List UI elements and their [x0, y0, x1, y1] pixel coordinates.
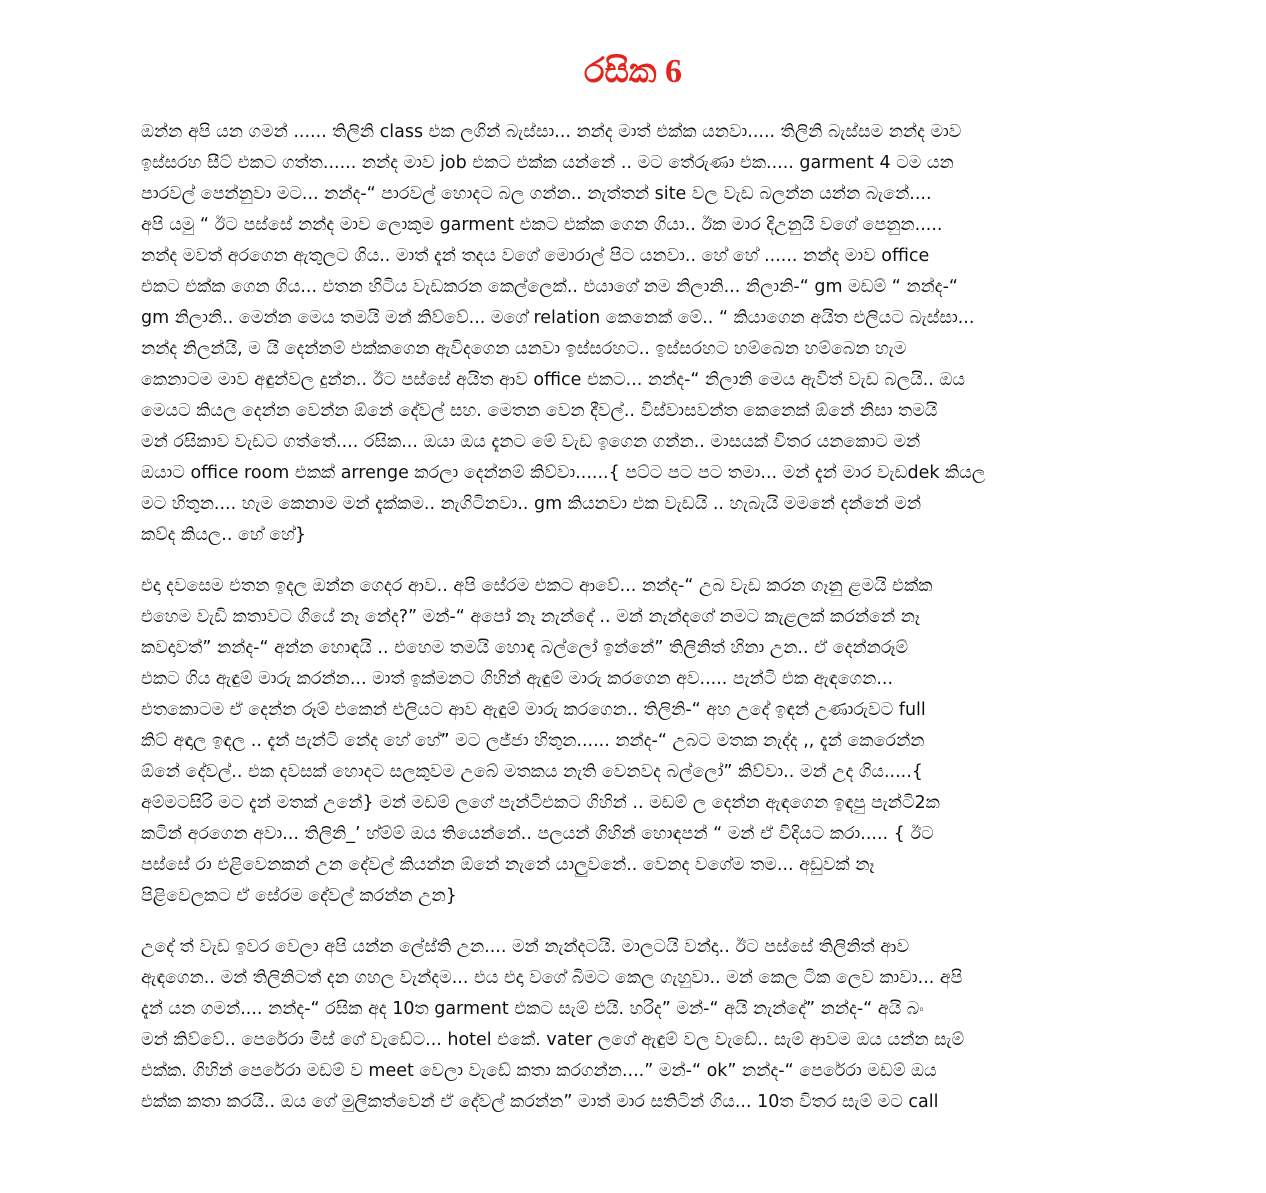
text-line: එක්ක කතා කරයි.. ඔය ගේ මුලිකත්වෙන් ඒ දේවල් කරන්න” මාත් මාර සතිටින් ගිය... 10ත විතර සැම් මට call — [141, 1092, 939, 1112]
text-line: ඔන්න අපි යන ගමන් ...... තිලිනි class එක ලගින් බැස්සා... නන්ද මාත් එක්ක යනවා..... තිලිනි බැස්සම නන්ද මාව — [141, 122, 962, 142]
text-line: මන් කිව්වේ.. පෙරේරා මිස් ගේ වැඩේට... hotel එකේ. vater ලගේ ඇඳුම් වල වැඩේ.. සැම් ආවම ඔය යන්න සැම් — [141, 1030, 965, 1050]
text-line: කිට් අඳාල ඉඳල .. දැන් පැන්ටි නේද හේ හේ” මට ලජ්ජා හිතුන...... නන්ද-“ උබට මතක නැද්ද ,, දැන් කෙරෙන්න — [141, 731, 925, 751]
text-line: ඉස්සරහ සීට් එකට ගත්ත...... නන්ද මාව job එකට එක්ක යන්නේ .. මට තේරුණා එක..... garment 4 ටම යන — [141, 153, 954, 173]
text-line: එතකොටම ඒ දෙන්න රූම් එකෙන් එලියට ආව ඇඳුම් මාරු කරගෙන.. තිලිනි-“ අහ උදේ ඉඳන් උණාරුවට full — [141, 700, 926, 720]
paragraph — [141, 932, 1131, 1118]
text-line: එකට එක්ක ගෙන ගිය... එතන හිටිය වැඩකරන කෙල්ලෙක්.. එයාගේ නම නිලානි... නිලානි-“ gm මඩම් “ නන්ද-“ — [141, 277, 958, 297]
text-line: කව්ද කියල.. හේ හේ} — [141, 525, 307, 545]
text-line: දැන් යන ගමන්.... නන්ද-“ රසික අද 10ත garment එකට සැම් එයි. හරිද” මන්-“ අයි නැන්දේ” නන්ද-“ අයි බං — [141, 999, 924, 1019]
page-title: රසික 6 — [583, 53, 683, 90]
text-line: ඕනේ දේවල්.. එක දවසක් හොදට සලකුවම උබේ මතකය නැති වෙනවද බල්ලෝ” කිව්වා.. මන් උද ගිය.....{ — [141, 762, 923, 782]
text-line: gm නිලානි.. මෙන්න මෙය තමයි මන් කිව්වේ... මගේ relation කෙනෙක් මේ.. “ කියාගෙන අයිත එලියට බැස්සා... — [141, 308, 975, 328]
text-line: මන් රසිකාව වැඩට ගත්තේ.... රසික... ඔයා ඔය දැනට මේ වැඩ ඉගෙන ගන්න.. මාසයක් විතර යනකොට මන් — [141, 432, 921, 452]
text-line: කටින් අරගෙන අවා... තිලිනි_’ හ්ම්ම් ඔය තියෙන්නේ.. පලයන් ගිහින් හොඳපන් “ මන් ඒ විදියට කරා..... { ඊට — [141, 824, 934, 844]
text-line: පිළිවෙලකට ඒ සේරම දේවල් කරන්න උන} — [141, 886, 457, 906]
text-line: ඔයාට office room එකක් arrenge කරලා දෙන්නම් කිව්වා......{ පට්ට පට පට තමා... මන් දැන් මාර වැඩdek කියල — [141, 463, 986, 483]
text-line: මෙයට කියල දෙන්න වෙන්න ඕනේ දේවල් සහ. මෙතන වෙන දීවල්.. විස්වාසවන්ත කෙනෙක් ඕනේ නිසා තමයි — [141, 401, 938, 421]
text-line: මට හිතුන.... හැම කෙනාම මන් දැක්කම.. නැගිටිනවා.. gm කියනවා එක වැඩයි .. හැබැයි මමනේ දන්නේ මන් — [141, 494, 922, 514]
text-line: එක්ක. ගිහින් පෙරේරා මඩම් ව meet වෙලා වැඩේ කතා කරගන්න....” මන්-“ ok” නන්ද-“ පෙරේරා මඩම් ඔය — [141, 1061, 937, 1081]
paragraph — [141, 571, 1131, 912]
story-body — [141, 117, 1131, 1138]
text-line: කෙනාටම මාව අඳුන්වල දුන්න.. ඊට පස්සේ අයිත ආව office එකට... නන්ද-“ නිලානි මෙය ඇවිත් වැඩ බලයි.. ඔය — [141, 370, 965, 390]
text-line: එකට ගිය ඇඳුම් මාරු කරන්න... මාත් ඉක්මනට ගිහින් ඇඳුම් මාරු කරගෙන අව..... පැන්ටි එක ඇඳගෙන... — [141, 669, 894, 689]
text-line: නන්ද නිලන්යි, ම යි දෙන්නම් එක්කගෙන ඇවිදගෙන යනවා ඉස්සරහට.. ඉස්සරහට හම්බෙන හම්බෙන හැම — [141, 339, 907, 359]
text-line: කවදාවත්” නන්ද-“ අන්න හොඳයි .. එහෙම තමයි හොඳ බල්ලෝ ඉන්නේ” තිලිනිත් හිනා උන.. ඒ දෙන්නරූම් — [141, 638, 909, 658]
text-line: පාරවල් පෙන්නුවා මට... නන්ද-“ පාරවල් හොදට බල ගන්න.. නැත්තන් site වල වැඩ බලන්න යන්න බැනේ.... — [141, 184, 932, 204]
text-line: අම්මටසිරි මට දැන් මතක් උනේ} මන් මඩම් ලගේ පැන්ටිඑකට ගිහින් .. මඩම් ල දෙන්න ඇඳගෙන ඉඳපු පැන්ටි2ක — [141, 793, 940, 813]
text-line: නන්ද මවත් අරගෙන ඇතුලට ගිය.. මාත් දැන් තදය වගේ මොරාල් පිට යනවා.. හේ හේ ...... නන්ද මාව office — [141, 246, 930, 266]
text-line: එහෙම වැඩි කතාවට ගියේ නෑ නේද?” මන්-“ අපෝ නෑ නැන්දේ .. මන් නැන්දගේ නමට කැළලක් කරන්නේ නෑ — [141, 607, 920, 627]
text-line: එදා දවසෙම එතන ඉදල ඔන්න ගෙදර ආව.. අපි සේරම එකට ආවේ... නන්ද-“ උබ වැඩ කරන ගෑනු ළමයි එක්ක — [141, 576, 933, 596]
paragraph — [141, 117, 1131, 551]
text-line: අපි යමු “ ඊට පස්සේ නන්ද මාව ලොකුම garment එකට එක්ක ගෙන ගියා.. ඊක මාර දිඋනුයි වගේ පෙනුන..... — [141, 215, 943, 235]
text-line: උදේ ත් වැඩ ඉවර වෙලා අපි යන්න ලේස්ති උන.... මන් නැන්දටයි. මාලටයි වන්දා.. ඊට පස්සේ තිලිනිත් ආව — [141, 937, 910, 957]
text-line: පස්සේ රා එළිවෙනකන් උන දේවල් කියන්න ඕනේ නැනේ යාලුවනේ.. වෙනද වගේම තම... අඩුවක් නෑ — [141, 855, 875, 875]
text-line: ඇඳගෙන.. මන් තිලිනිටත් දන ගහල වැන්දම... එය එදා වගේ බිමට කෙල ගැහුවා.. මන් කෙල ටික ලෙව කාවා... අපි — [141, 968, 963, 988]
